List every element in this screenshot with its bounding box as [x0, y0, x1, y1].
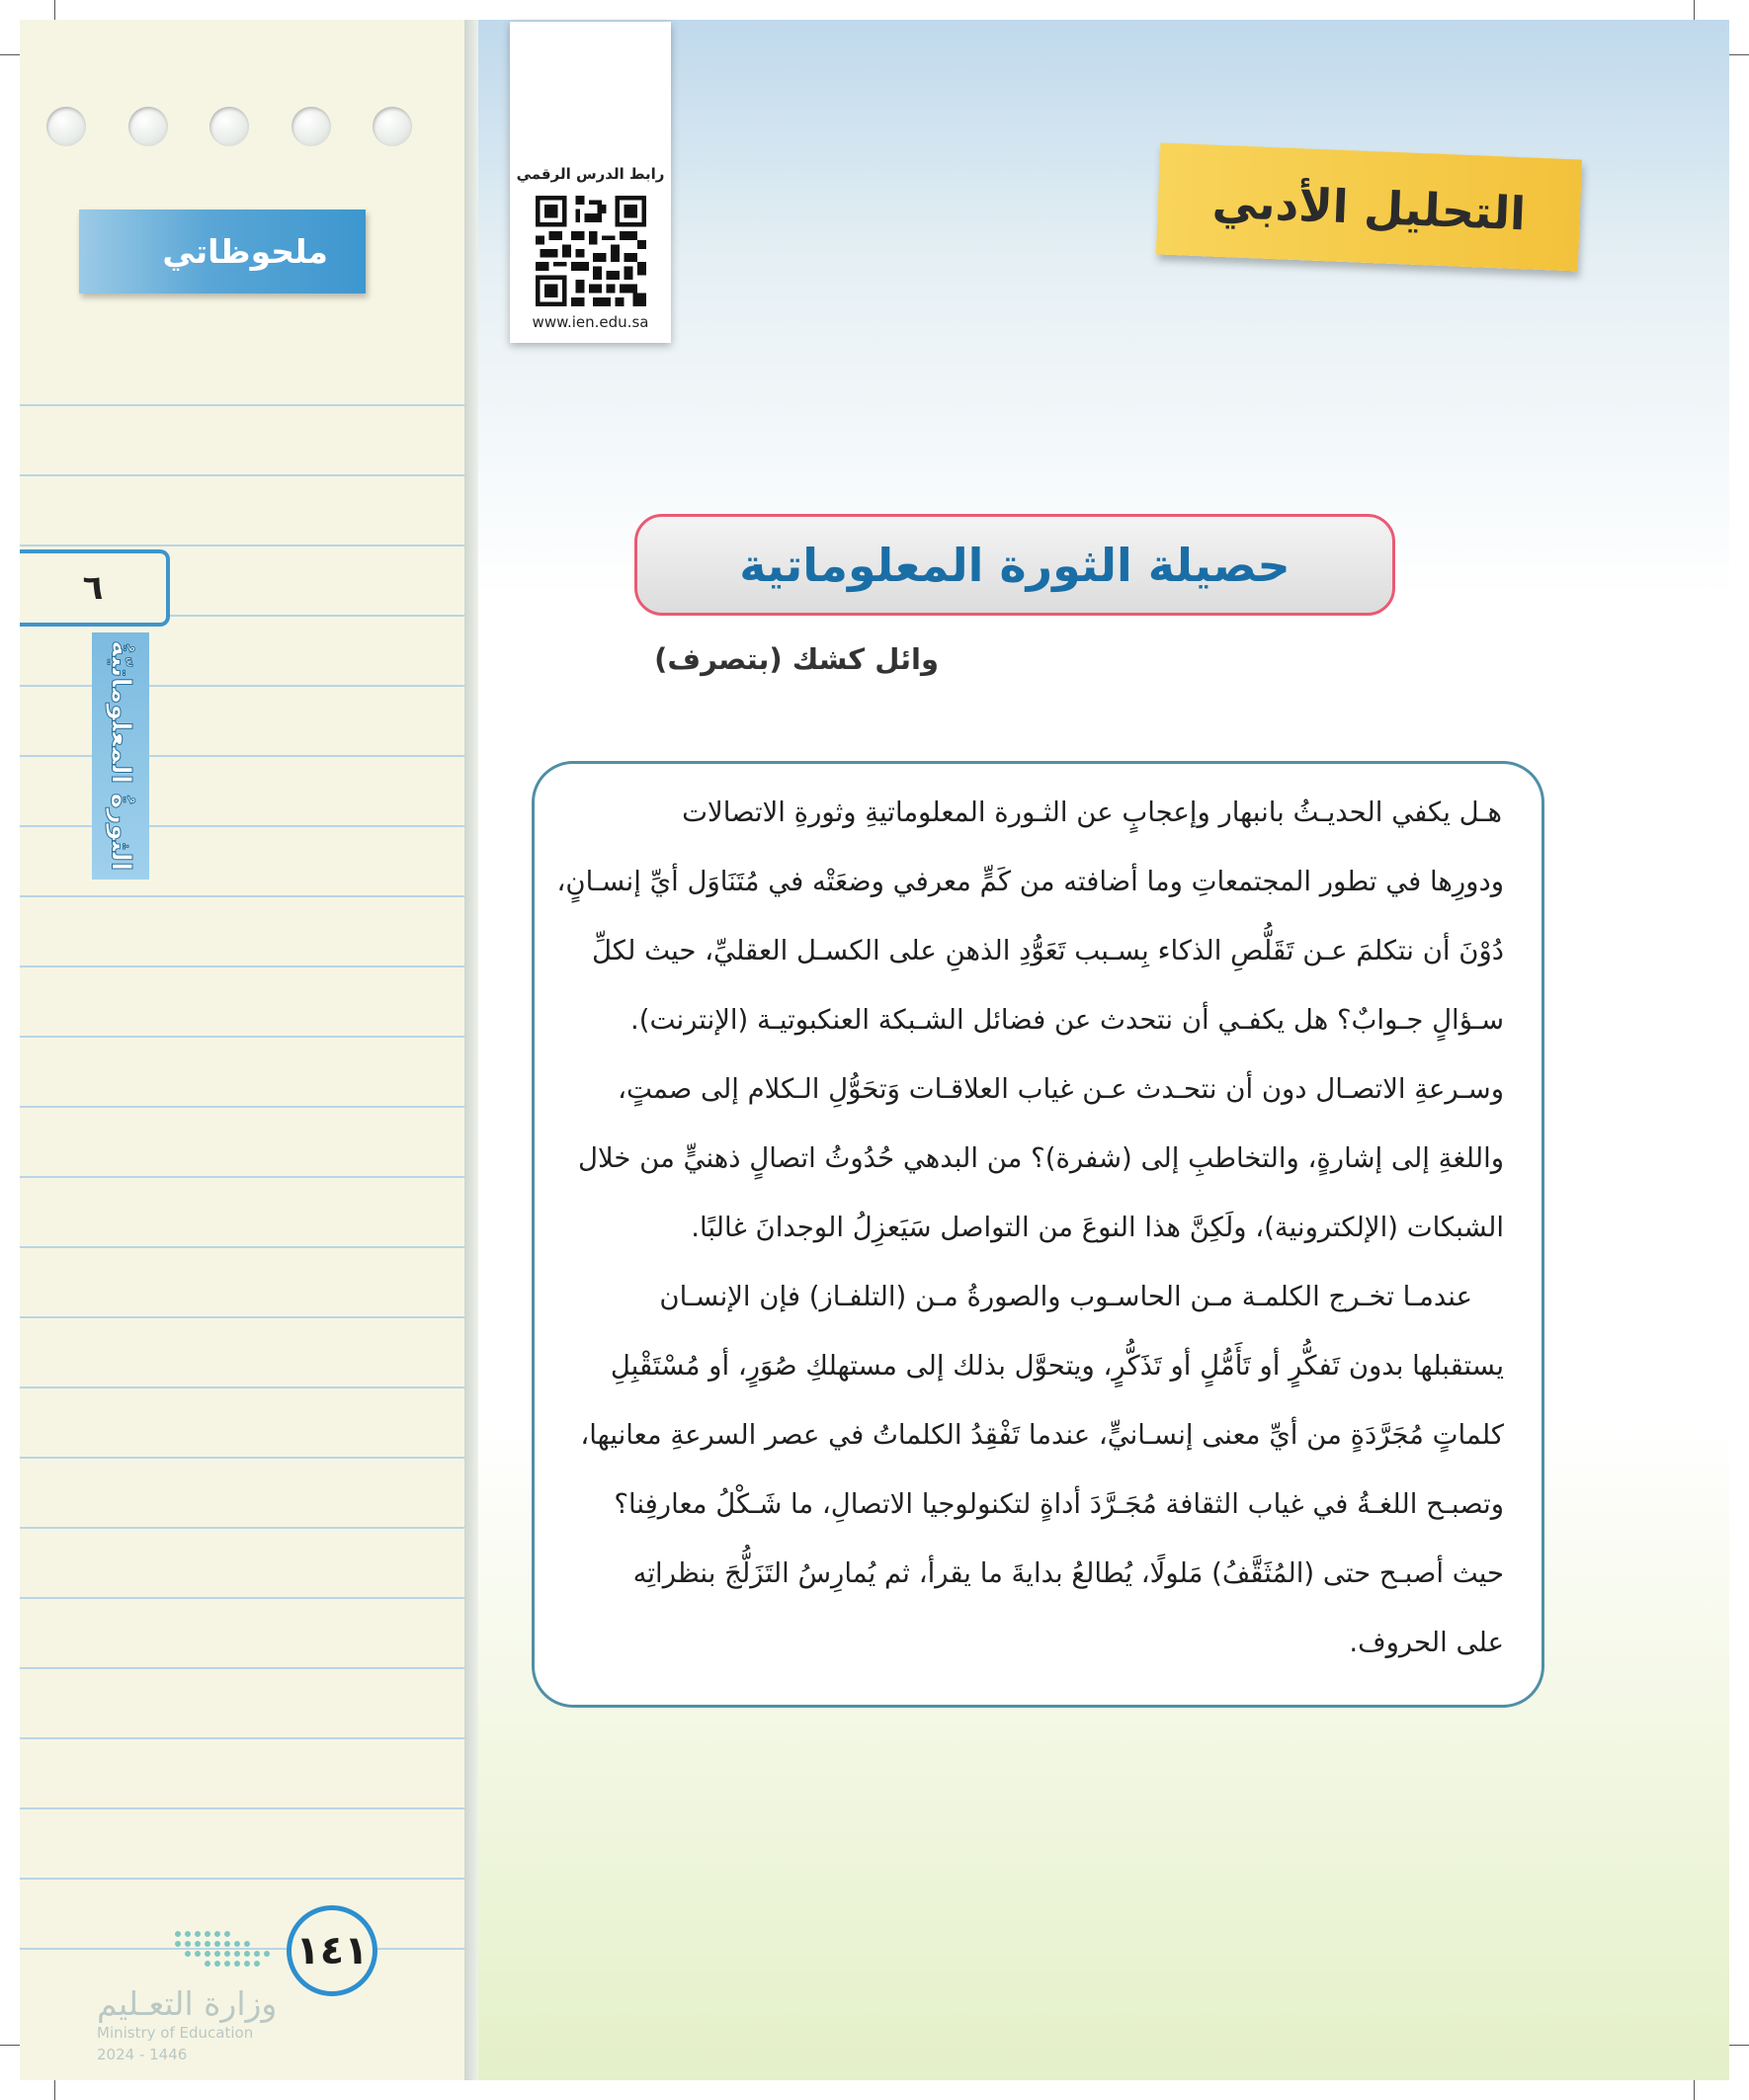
- lesson-author: وائل كشك (بتصرف): [654, 642, 939, 676]
- page-number: ١٤١: [295, 1928, 369, 1974]
- text-line: يستقبلها بدون تَفكُّرٍ أو تَأَمُّلٍ أو تَذَكُّرٍ، ويتحوَّل بذلك إلى مستهلكِ صُوَرٍ، أو مُسْتَقْبِلِ: [610, 1350, 1504, 1382]
- binder-hole-icon: [373, 107, 412, 146]
- ministry-name-english: Ministry of Education: [97, 2024, 254, 2042]
- binder-hole-icon: [292, 107, 331, 146]
- unit-title: الثورةُ المعلوماتيّةُ: [105, 640, 136, 872]
- lesson-title: حصيلة الثورة المعلوماتية: [739, 538, 1291, 592]
- text-line: وتصبـح اللغـةُ في غياب الثقافة مُجَـرَّدَ أداةٍ لتكنولوجيا الاتصالِ، ما شَـكْلُ معارفِنا؟: [614, 1488, 1504, 1520]
- unit-number: ٦: [82, 568, 104, 608]
- unit-number-box: [20, 549, 170, 627]
- ministry-name-arabic: وزارة التعـليم: [97, 1984, 278, 2023]
- text-line: على الحروف.: [1349, 1627, 1504, 1658]
- qr-label: رابط الدرس الرقمي: [516, 165, 665, 183]
- text-line: دُوْنَ أن نتكلمَ عـن تَقَلُّصِ الذكاء بِسـبب تَعَوُّدِ الذهنِ على الكسـل العقليِّ، حيث لكلِّ: [591, 935, 1504, 966]
- text-line: هـل يكفي الحديـثُ بانبهار وإعجابٍ عن الثـورة المعلوماتيةِ وثورةِ الاتصالات: [682, 797, 1502, 828]
- section-banner: [1156, 142, 1582, 271]
- qr-card[interactable]: [510, 22, 671, 343]
- section-title: التحليل الأدبي: [1211, 174, 1527, 240]
- lesson-title-box: [634, 514, 1395, 616]
- text-line: وسـرعةِ الاتصـال دون أن نتحـدث عـن غياب العلاقـات وَتحَوُّلِ الـكلام إلى صمتٍ،: [618, 1073, 1504, 1105]
- notes-tab-label: ملحوظاتي: [162, 232, 328, 271]
- notes-tab: [79, 210, 366, 294]
- ministry-logo-icon: [170, 1922, 284, 1979]
- text-line: ودورِها في تطور المجتمعاتِ وما أضافته من كَمٍّ معرفي وضعَتْه في مُتَنَاوَل أيِّ إنسـانٍ،: [556, 866, 1504, 897]
- ministry-year: 2024 - 1446: [97, 2046, 188, 2063]
- text-line: حيث أصبـح حتى (المُثَقَّفُ) مَلولًا، يُطالعُ بدايةَ ما يقرأ، ثم يُمارِسُ التَزَلُّجَ بنظراتِه: [632, 1557, 1504, 1589]
- lesson-text-box: [532, 761, 1544, 1708]
- page-number-badge: [287, 1905, 377, 1996]
- text-line: كلماتٍ مُجَرَّدَةٍ من أيِّ معنى إنسـانيٍّ، عندما تَفْقِدُ الكلماتُ في عصر السرعةِ معانيها،: [580, 1419, 1504, 1451]
- qr-code-icon[interactable]: [536, 196, 646, 306]
- text-line: الشبكات (الإلكترونية)، ولَكِنَّ هذا النوعَ من التواصل سَيَعزِلُ الوجدانَ غالبًا.: [691, 1212, 1504, 1243]
- binder-hole-icon: [209, 107, 249, 146]
- unit-title-tab: [92, 632, 149, 880]
- text-line: واللغةِ إلى إشارةٍ، والتخاطبِ إلى (شفرة)؟ من البدهي حُدُوثُ اتصالٍ ذهنيٍّ من خلال: [578, 1142, 1504, 1174]
- text-line: سـؤالٍ جـوابٌ؟ هل يكفـي أن نتحدث عن فضائل الشـبكة العنكبوتيـة (الإنترنت).: [629, 1004, 1504, 1036]
- binder-hole-icon: [46, 107, 86, 146]
- binder-hole-icon: [128, 107, 168, 146]
- qr-url[interactable]: www.ien.edu.sa: [532, 313, 649, 331]
- text-line: عندمـا تخـرج الكلمـة مـن الحاسـوب والصورةُ مـن (التلفـاز) فإن الإنسـان: [659, 1281, 1472, 1312]
- notes-column: [20, 20, 464, 2080]
